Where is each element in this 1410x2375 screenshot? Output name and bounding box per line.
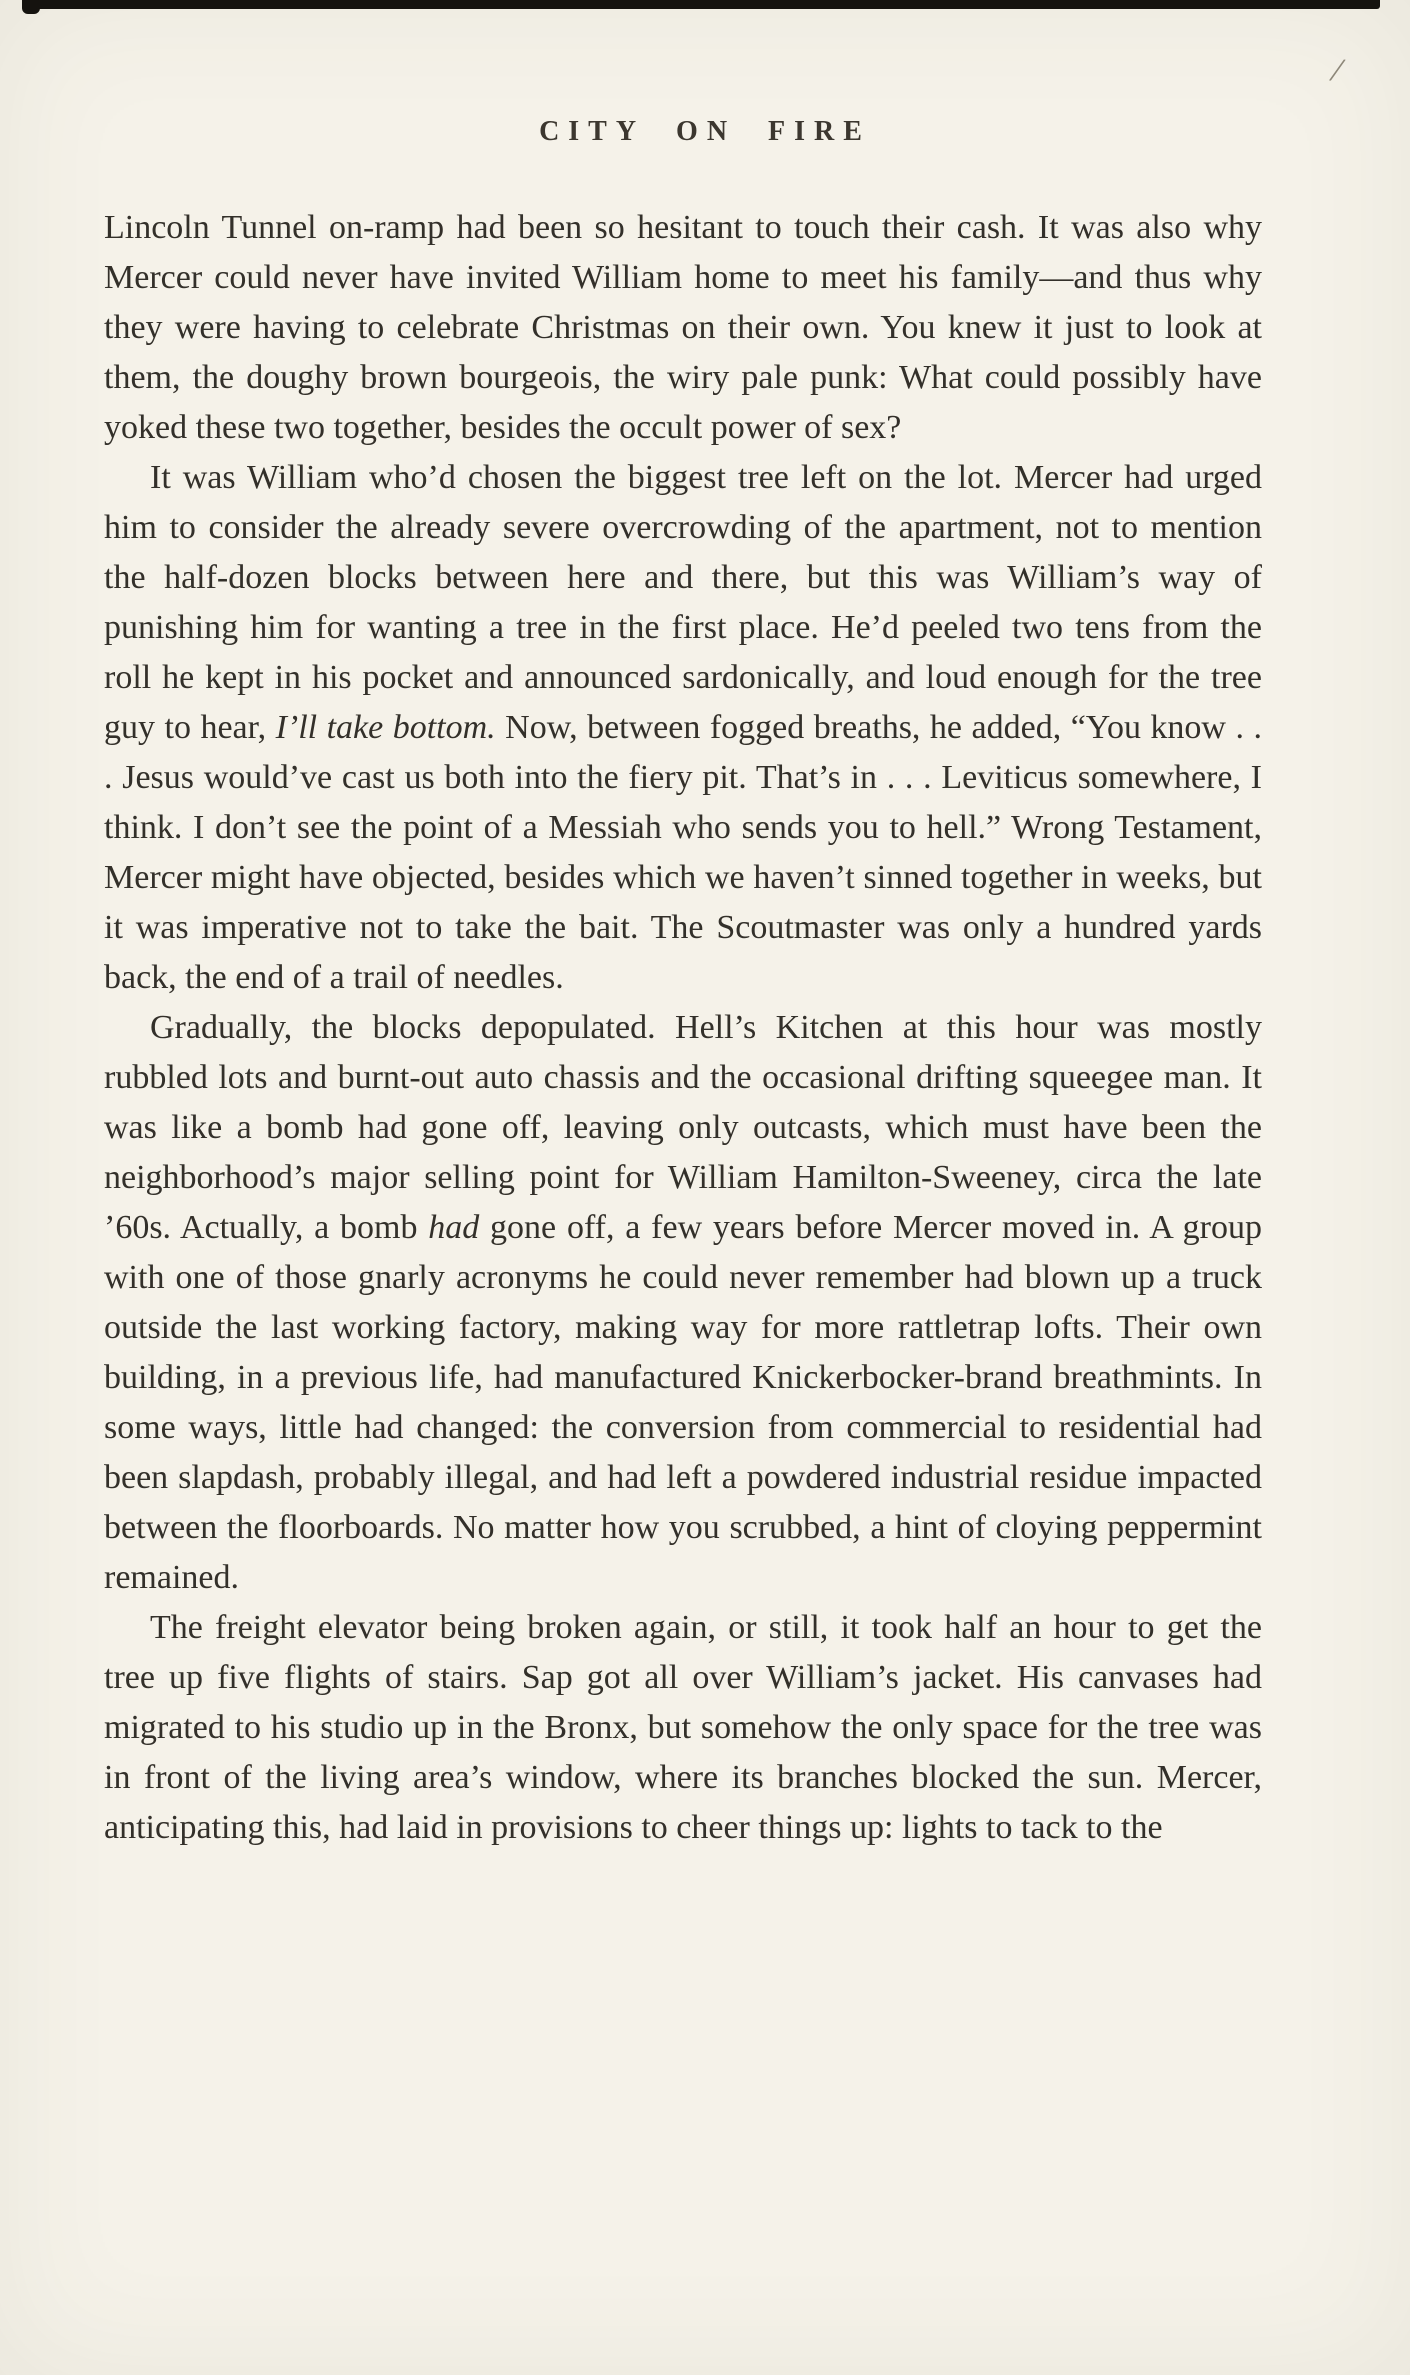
body-text [104, 203, 1262, 1853]
paragraph [104, 1003, 1262, 1603]
paragraph [104, 203, 1262, 453]
scan-edge-artifact [28, 0, 1380, 9]
italic-text-run: had [428, 1209, 480, 1246]
italic-text-run: I’ll take bottom. [275, 709, 496, 746]
text-run: Gradually, the blocks depopulated. Hell’s Kitchen at this hour was mostly rubbled lots and burnt-out auto chassis and the occasional drifting squeegee man. It was like a bomb had gone off, leaving only outcasts, which must have been the neighborhood’s major selling point for William Hamilton-Sweeney, circa the late ’60s. Actually, a bomb [104, 1009, 1262, 1246]
pen-mark: / [1329, 51, 1345, 90]
running-head: CITY ON FIRE [539, 116, 871, 147]
text-run: The freight elevator being broken again, or still, it took half an hour to get the tree up five flights of stairs. Sap got all over William’s jacket. His canvases had migrated to his studio up in the Bronx, but somehow the only space for the tree was in front of the living area’s window, where its branches blocked the sun. Mercer, anticipating this, had laid in provisions to cheer things up: lights to tack to the [104, 1609, 1262, 1846]
text-run: Now, between fogged breaths, he added, “You know . . . Jesus would’ve cast us both into the fiery pit. That’s in . . . Leviticus somewhere, I think. I don’t see the point of a Messiah who sends you to hell.” Wrong Testament, Mercer might have objected, besides which we haven’t sinned together in weeks, but it was imperative not to take the bait. The Scoutmaster was only a hundred yards back, the end of a trail of needles. [104, 709, 1262, 996]
paragraph [104, 453, 1262, 1003]
text-run: gone off, a few years before Mercer moved in. A group with one of those gnarly acronyms he could never remember had blown up a truck outside the last working factory, making way for more rattletrap lofts. Their own building, in a previous life, had manufactured Knickerbocker-brand breathmints. In some ways, little had changed: the conversion from commercial to residential had been slapdash, probably illegal, and had left a powdered industrial residue impacted between the floorboards. No matter how you scrubbed, a hint of cloying peppermint remained. [104, 1209, 1262, 1596]
text-run: It was William who’d chosen the biggest tree left on the lot. Mercer had urged him to consider the already severe overcrowding of the apartment, not to mention the half-dozen blocks between here and there, but this was William’s way of punishing him for wanting a tree in the first place. He’d peeled two tens from the roll he kept in his pocket and announced sardonically, and loud enough for the tree guy to hear, [104, 459, 1262, 746]
paragraph [104, 1603, 1262, 1853]
text-run: Lincoln Tunnel on-ramp had been so hesitant to touch their cash. It was also why Mercer could never have invited William home to meet his family—and thus why they were having to celebrate Christmas on their own. You knew it just to look at them, the doughy brown bourgeois, the wiry pale punk: What could possibly have yoked these two together, besides the occult power of sex? [104, 209, 1262, 446]
